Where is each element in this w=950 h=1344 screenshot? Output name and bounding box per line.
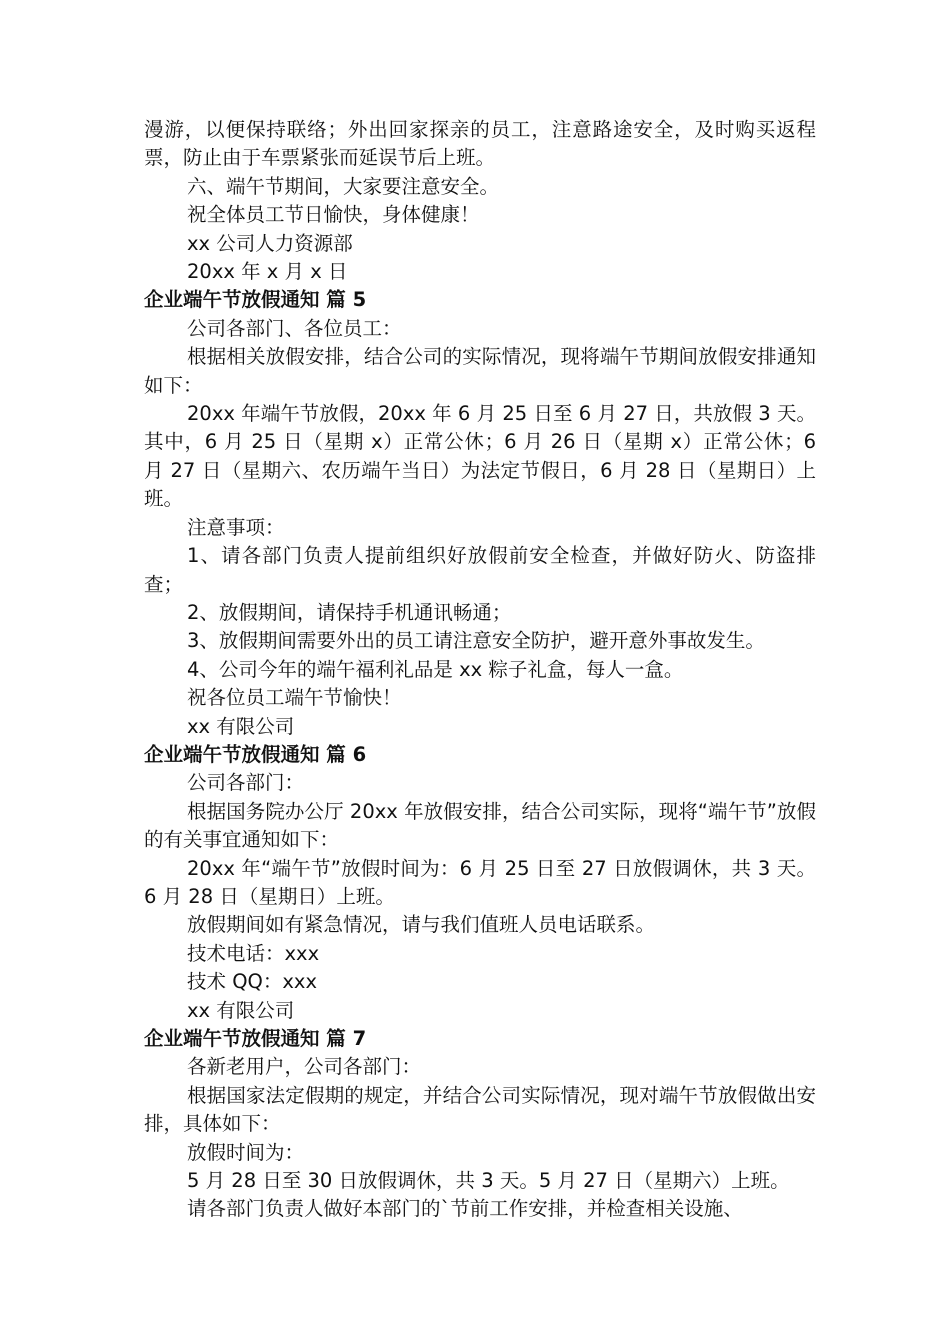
paragraph: 漫游，以便保持联络；外出回家探亲的员工，注意路途安全，及时购买返程票，防止由于车票紧张而延误节后上班。 [144,118,816,170]
signature-org: xx 有限公司 [187,714,295,738]
paragraph: 放假时间为： [187,1140,305,1164]
document-page [144,116,816,1224]
list-item: 1、请各部门负责人提前组织好放假前安全检查，并做好防火、防盗排查； [144,544,816,596]
signature-org: xx 公司人力资源部 [187,231,353,255]
paragraph: 各新老用户，公司各部门： [187,1055,422,1079]
paragraph: 祝全体员工节日愉快，身体健康！ [187,203,480,227]
section-heading: 企业端午节放假通知 篇 5 [144,288,367,312]
paragraph: 根据相关放假安排，结合公司的实际情况，现将端午节期间放假安排通知如下： [144,345,816,397]
paragraph: 请各部门负责人做好本部门的`节前工作安排，并检查相关设施、 [187,1197,743,1221]
contact-line: 技术 QQ：xxx [187,970,318,994]
paragraph: 公司各部门： [187,771,305,795]
paragraph: 祝各位员工端午节愉快！ [187,686,402,710]
contact-line: 技术电话：xxx [187,941,320,965]
paragraph: 20xx 年“端午节”放假时间为：6 月 25 日至 27 日放假调休，共 3 天。6 月 28 日（星期日）上班。 [144,856,816,908]
paragraph: 注意事项： [187,515,285,539]
section-heading: 企业端午节放假通知 篇 7 [144,1027,367,1050]
paragraph: 六、端午节期间，大家要注意安全。 [187,174,500,198]
paragraph: 根据国家法定假期的规定，并结合公司实际情况，现对端午节放假做出安排，具体如下： [144,1083,816,1136]
list-item: 2、放假期间，请保持手机通讯畅通； [187,600,512,624]
list-item: 4、公司今年的端午福利礼品是 xx 粽子礼盒，每人一盒。 [187,657,684,681]
paragraph: 放假期间如有紧急情况，请与我们值班人员电话联系。 [187,913,656,937]
signature-date: 20xx 年 x 月 x 日 [187,260,348,284]
list-item: 3、放假期间需要外出的员工请注意安全防护，避开意外事故发生。 [187,629,765,653]
section-heading: 企业端午节放假通知 篇 6 [144,742,367,766]
paragraph: 20xx 年端午节放假，20xx 年 6 月 25 日至 6 月 27 日，共放假 3 天。其中，6 月 25 日（星期 x）正常公休；6 月 26 日（星期 x）正常公休；6 月 27 日（星期六、农历端午当日）为法定节假日，6 月 28 日（星期日）上班。 [144,402,816,511]
paragraph: 公司各部门、各位员工： [187,316,402,340]
signature-org: xx 有限公司 [187,998,295,1022]
paragraph: 根据国务院办公厅 20xx 年放假安排，结合公司实际，现将“端午节”放假的有关事宜通知如下： [144,799,816,852]
paragraph: 5 月 28 日至 30 日放假调休，共 3 天。5 月 27 日（星期六）上班。 [187,1169,790,1193]
